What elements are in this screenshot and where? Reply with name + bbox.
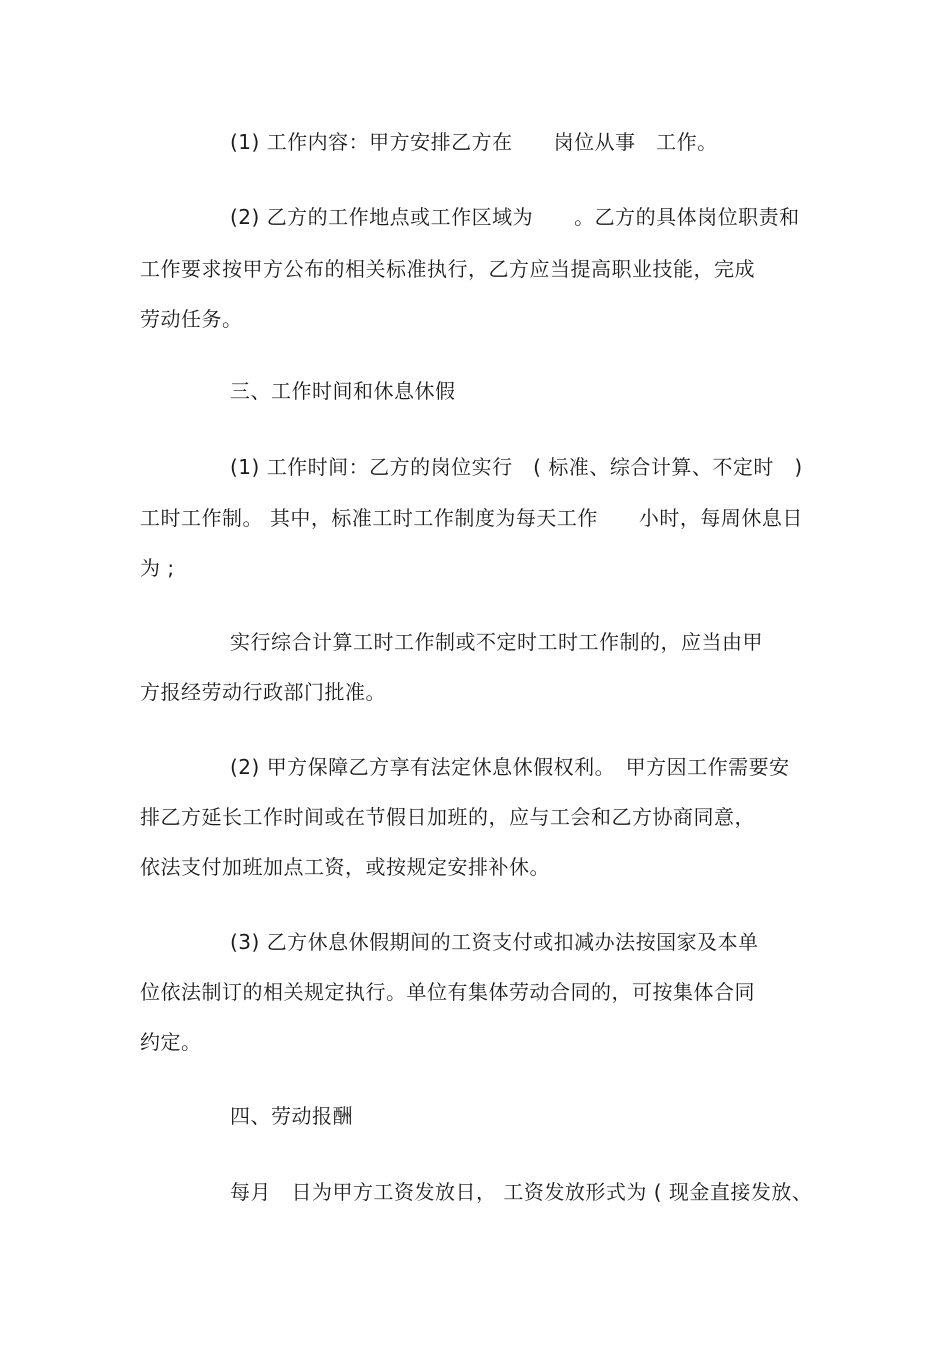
section-3-heading: 三、工作时间和休息休假 [230,379,456,403]
section-3-clause-2-line-1: (2) 甲方保障乙方享有法定休息休假权利。 甲方因工作需要安 [230,755,790,779]
section-4-payday-line: 每月 日为甲方工资发放日， 工资发放形式为 ( 现金直接发放、 [230,1180,813,1204]
section-4-heading: 四、劳动报酬 [230,1104,353,1128]
section-3-clause-2-line-3: 依法支付加班加点工资，或按规定安排补休。 [140,855,550,879]
clause-2-work-location-line-3: 劳动任务。 [140,307,243,331]
section-3-clause-3-line-1: (3) 乙方休息休假期间的工资支付或扣减办法按国家及本单 [230,930,759,954]
section-3-clause-1-line-3: 为 ; [140,556,175,580]
section-3-clause-2-line-2: 排乙方延长工作时间或在节假日加班的，应与工会和乙方协商同意， [140,805,755,829]
clause-1-work-content: (1) 工作内容：甲方安排乙方在 岗位从事 工作。 [230,130,718,154]
section-3-clause-1-line-1: (1) 工作时间：乙方的岗位实行 ( 标准、综合计算、不定时 ) [230,455,803,479]
section-3-note-line-2: 方报经劳动行政部门批准。 [140,680,386,704]
section-3-clause-1-line-2: 工时工作制。 其中，标准工时工作制度为每天工作 小时，每周休息日 [140,506,803,530]
clause-2-work-location-line-2: 工作要求按甲方公布的相关标准执行，乙方应当提高职业技能，完成 [140,257,755,281]
section-3-clause-3-line-3: 约定。 [140,1030,202,1054]
section-3-clause-3-line-2: 位依法制订的相关规定执行。单位有集体劳动合同的，可按集体合同 [140,980,755,1004]
clause-2-work-location-line-1: (2) 乙方的工作地点或工作区域为 。乙方的具体岗位职责和 [230,205,800,229]
section-3-note-line-1: 实行综合计算工时工作制或不定时工时工作制的，应当由甲 [230,630,763,654]
